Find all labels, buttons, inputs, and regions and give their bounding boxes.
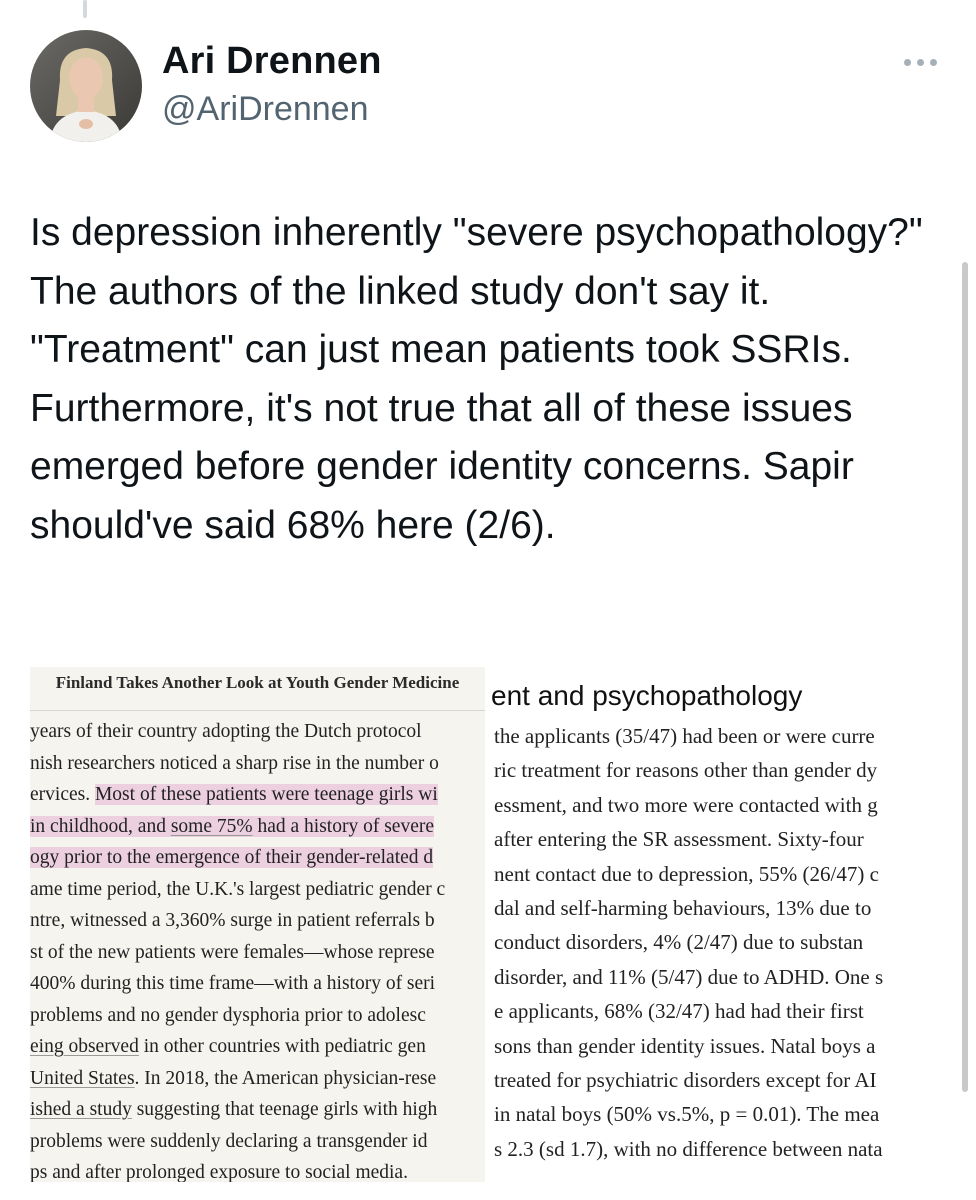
article-title: Finland Takes Another Look at Youth Gender Medicine xyxy=(55,673,460,692)
study-line: sons than gender identity issues. Natal boys a xyxy=(494,1033,876,1058)
study-line: conduct disorders, 4% (2/47) due to substan xyxy=(494,930,864,955)
author-name[interactable]: Ari Drennen xyxy=(162,40,382,82)
article-line xyxy=(30,969,485,999)
study-section-heading: ent and psychopathology xyxy=(491,680,803,711)
article-line xyxy=(30,1064,485,1094)
article-line xyxy=(30,780,485,810)
article-text-segment: problems and no gender dysphoria prior to adolesc xyxy=(30,1004,426,1026)
study-line: e applicants, 68% (32/47) had had their first xyxy=(494,999,864,1024)
article-text-segment: nish researchers noticed a sharp rise in the number o xyxy=(30,752,439,774)
more-dot xyxy=(930,59,937,66)
more-dot xyxy=(904,59,911,66)
article-line xyxy=(30,843,485,873)
article-text-segment: ame time period, the U.K.'s largest pediatric gender c xyxy=(30,878,446,900)
highlighted-text: Most of these patients were teenage girls wi xyxy=(94,784,438,805)
study-line: disorder, and 11% (5/47) due to ADHD. One s xyxy=(494,964,884,989)
study-line: the applicants (35/47) had been or were curre xyxy=(494,724,875,748)
study-line: ric treatment for reasons other than gender dy xyxy=(494,758,878,783)
avatar-image xyxy=(30,30,142,142)
article-text-segment: problems were suddenly declaring a transgender id xyxy=(30,1130,428,1152)
article-line xyxy=(30,749,485,779)
article-line xyxy=(30,1032,485,1062)
article-line xyxy=(30,1158,485,1182)
study-line: nent contact due to depression, 55% (26/47) c xyxy=(494,861,879,886)
study-excerpt-image xyxy=(485,667,946,1182)
article-line xyxy=(30,1095,485,1125)
study-line: dal and self-harming behaviours, 13% due to xyxy=(494,896,872,920)
article-text-segment: . In 2018, the American physician-rese xyxy=(134,1067,437,1089)
article-link-text: United States xyxy=(30,1067,135,1089)
article-link-text: eing observed xyxy=(30,1036,139,1057)
article-line xyxy=(30,875,485,905)
tweet-media[interactable] xyxy=(30,667,946,1182)
article-text-segment: ps and after prolonged exposure to social media. xyxy=(30,1162,408,1182)
study-line: essment, and two more were contacted with g xyxy=(494,792,878,817)
highlighted-text: ogy prior to the emergence of their gender-related d xyxy=(30,847,434,868)
article-text-segment: 400% during this time frame—with a history of seri xyxy=(30,973,436,994)
study-line: treated for psychiatric disorders except for AI xyxy=(494,1068,877,1092)
highlighted-text: had a history of severe xyxy=(252,815,435,837)
avatar[interactable] xyxy=(30,30,142,142)
article-text-segment: in other countries with pediatric gen xyxy=(138,1036,426,1057)
article-excerpt-image xyxy=(30,667,485,1182)
article-link-text: some 75% xyxy=(170,815,253,837)
more-horizontal-icon[interactable] xyxy=(904,50,944,74)
article-line xyxy=(30,938,485,968)
highlighted-text: in childhood, and xyxy=(30,815,171,837)
article-line xyxy=(30,812,485,842)
article-divider xyxy=(30,710,485,711)
study-line: s 2.3 (sd 1.7), with no difference between nata xyxy=(494,1136,883,1161)
study-line: in natal boys (50% vs.5%, p = 0.01). The mea xyxy=(494,1102,880,1127)
tweet-text: Is depression inherently "severe psychopathology?" The authors of the linked study don't say it. "Treatment" can just mean patients took SSRIs. Furthermore, it's not true that all of these issues emerged before gender identity concerns. Sapir should've said 68% here (2/6). xyxy=(30,211,923,547)
article-line xyxy=(30,1001,485,1031)
article-text-segment: ntre, witnessed a 3,360% surge in patient referrals b xyxy=(30,910,435,931)
article-text-segment: suggesting that teenage girls with high xyxy=(131,1099,438,1120)
study-line: after entering the SR assessment. Sixty-four xyxy=(494,827,864,852)
author-handle[interactable]: @AriDrennen xyxy=(162,90,369,128)
more-dot xyxy=(917,59,924,66)
article-text-segment: years of their country adopting the Dutch protocol xyxy=(30,721,422,742)
article-line xyxy=(30,1127,485,1157)
thread-connector-line xyxy=(83,0,87,18)
article-text-segment: st of the new patients were females—whose represe xyxy=(30,941,435,963)
article-line xyxy=(30,717,485,747)
article-link-text: ished a study xyxy=(30,1099,132,1120)
article-line xyxy=(30,906,485,936)
article-text-segment: ervices. xyxy=(30,784,95,805)
scrollbar-thumb[interactable] xyxy=(962,262,968,1092)
